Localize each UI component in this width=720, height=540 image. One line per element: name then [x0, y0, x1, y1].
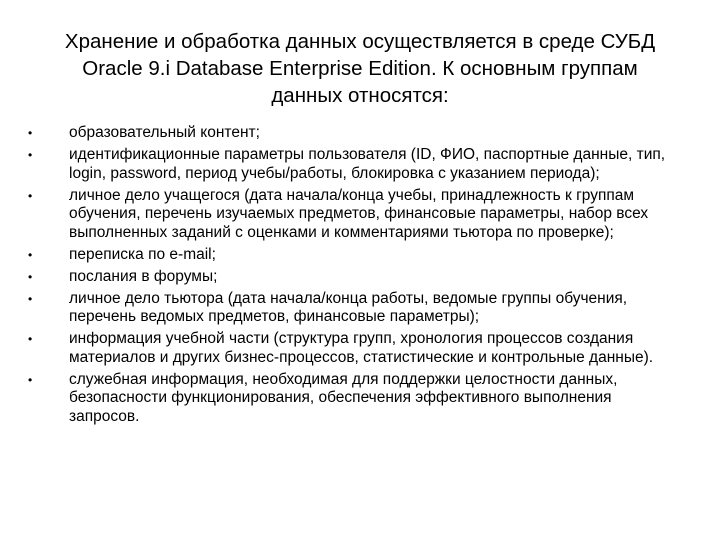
list-item: [28, 330, 668, 367]
bullet-list: [28, 124, 668, 430]
list-item-text: личное дело учащегося (дата начала/конца учебы, принадлежность к группам обучения, перечень изучаемых предметов, финансовые параметры, набор всех выполненных заданий с оценками и комментариями тьютора по проверке);: [69, 186, 649, 241]
list-item-text: послания в форумы;: [69, 267, 218, 285]
list-item: [28, 124, 668, 143]
list-item-text: образовательный контент;: [69, 124, 260, 141]
list-item-text: информация учебной части (структура групп, хронология процессов создания материалов и других бизнес-процессов, статистические и контрольные данные).: [69, 330, 654, 366]
slide-title: Хранение и обработка данных осуществляется в среде СУБД Oracle 9.i Database Enterprise Edition. К основным группам данных относятся:: [64, 30, 656, 107]
list-item: [28, 290, 668, 327]
bullet-icon: •: [28, 291, 33, 306]
list-item: [28, 268, 668, 287]
bullet-icon: •: [28, 332, 33, 346]
bullet-icon: •: [28, 247, 33, 262]
list-item-text: идентификационные параметры пользователя (ID, ФИО, паспортные данные, тип, login, password, период учебы/работы, блокировка с указанием периода);: [69, 146, 666, 182]
list-item: [28, 146, 668, 183]
list-item: [28, 187, 668, 243]
bullet-icon: •: [28, 148, 33, 162]
bullet-icon: •: [28, 188, 33, 203]
list-item-text: служебная информация, необходимая для поддержки целостности данных, безопасности функционирования, обеспечения эффективного выполнения запросов.: [69, 370, 618, 425]
list-item-text: переписка по e-mail;: [69, 245, 216, 263]
list-item: [28, 371, 668, 427]
list-item-text: личное дело тьютора (дата начала/конца работы, ведомые группы обучения, перечень ведомых предметов, финансовые параметры);: [69, 289, 628, 325]
bullet-icon: •: [28, 269, 33, 284]
bullet-icon: •: [28, 372, 33, 387]
list-item: [28, 246, 668, 265]
bullet-icon: •: [28, 126, 33, 140]
